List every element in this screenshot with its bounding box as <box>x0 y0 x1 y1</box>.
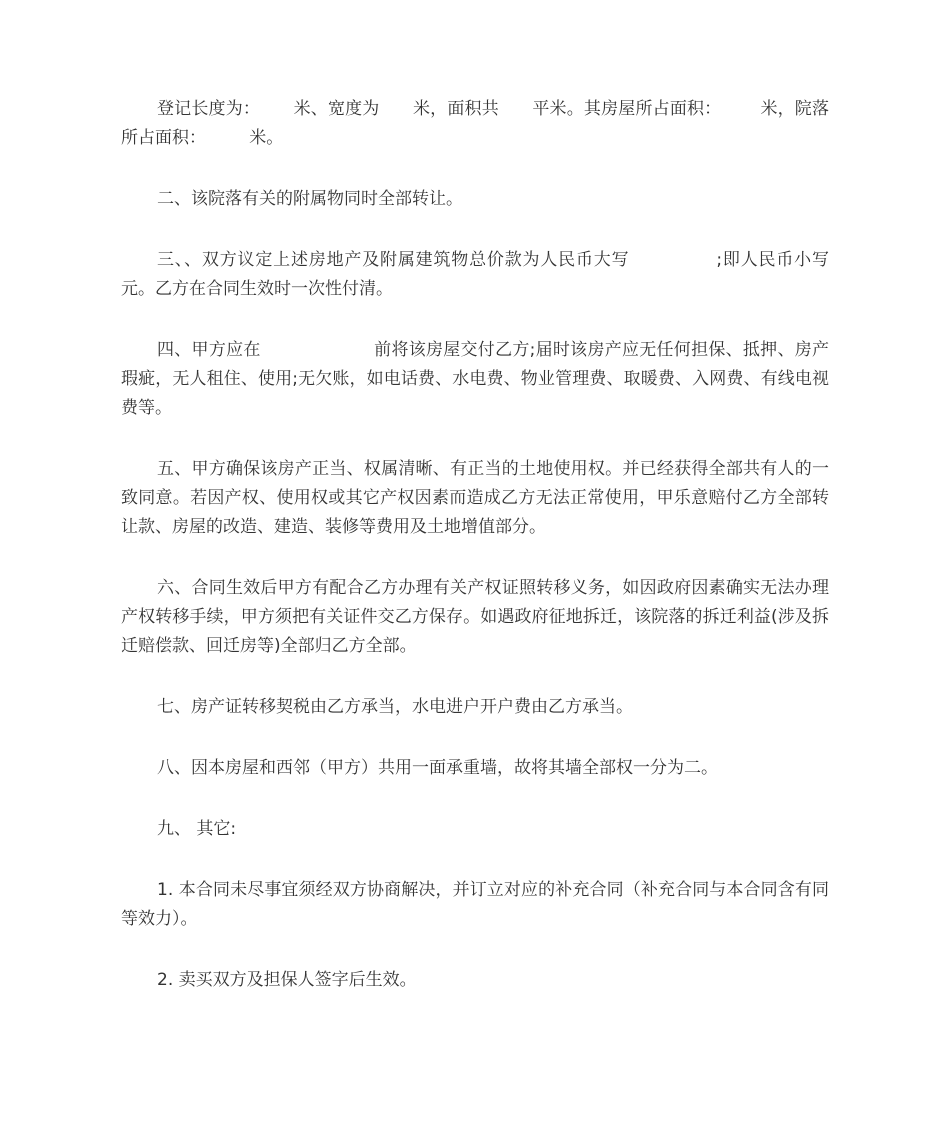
paragraph-clause-9-item-1: 1. 本合同未尽事宜须经双方协商解决，并订立对应的补充合同（补充合同与本合同含有同等效力）。 <box>121 880 829 929</box>
paragraph-clause-8: 八、因本房屋和西邻（甲方）共用一面承重墙，故将其墙全部权一分为二。 <box>157 758 718 778</box>
paragraph-clause-5: 五、甲方确保该房产正当、权属清晰、有正当的土地使用权。并已经获得全部共有人的一致同意。若因产权、使用权或其它产权因素而造成乙方无法正常使用，甲乐意赔付乙方全部转让款、房屋的改造、建造、装修等费用及土地增值部分。 <box>121 459 829 537</box>
paragraph-clause-9-heading: 九、 其它: <box>157 819 237 839</box>
paragraph-clause-2: 二、该院落有关的附属物同时全部转让。 <box>157 189 463 209</box>
paragraph-registration-dimensions: 登记长度为： 米、宽度为 米，面积共 平米。其房屋所占面积： 米，院落所占面积： 米。 <box>121 99 829 148</box>
document-body <box>121 95 867 1027</box>
paragraph-clause-6: 六、合同生效后甲方有配合乙方办理有关产权证照转移义务，如因政府因素确实无法办理产权转移手续，甲方须把有关证件交乙方保存。如遇政府征地拆迁，该院落的拆迁利益(涉及拆迁赔偿款、回迁房等)全部归乙方全部。 <box>121 578 829 656</box>
paragraph-clause-9-item-2: 2. 卖买双方及担保人签字后生效。 <box>157 970 417 990</box>
paragraph-clause-4: 四、甲方应在 前将该房屋交付乙方;届时该房产应无任何担保、抵押、房产瑕疵，无人租住、使用;无欠账，如电话费、水电费、物业管理费、取暖费、入网费、有线电视费等。 <box>121 340 829 418</box>
paragraph-clause-3: 三、、双方议定上述房地产及附属建筑物总价款为人民币大写 ;即人民币小写 元。乙方在合同生效时一次性付清。 <box>121 250 867 299</box>
paragraph-clause-7: 七、房产证转移契税由乙方承当，水电进户开户费由乙方承当。 <box>157 697 633 717</box>
